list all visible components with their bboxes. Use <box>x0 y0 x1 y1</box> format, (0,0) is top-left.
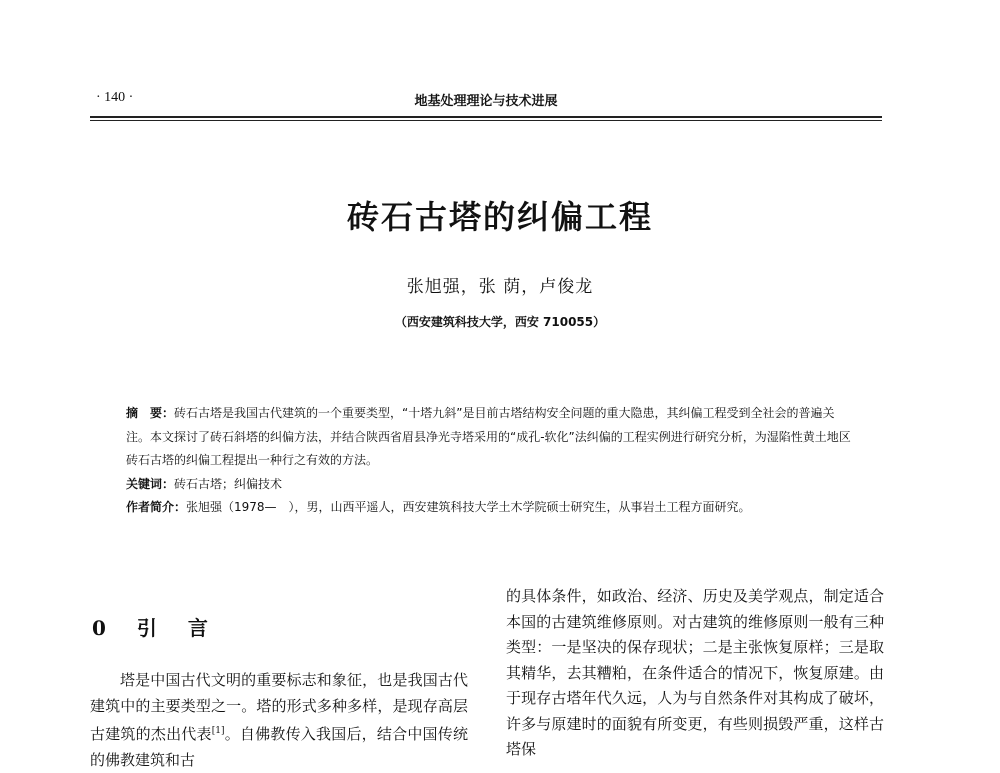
keywords-text: 砖石古塔；纠偏技术 <box>174 476 283 491</box>
body-left-text-continued: 。自佛教传入我国后，结合中国传统的佛教建筑和古 <box>90 725 468 769</box>
running-header <box>90 88 882 118</box>
body-left-text: 塔是中国古代文明的重要标志和象征，也是我国古代建筑中的主要类型之一。塔的形式多种多样，是现存高层古建筑的杰出代表 <box>90 671 468 743</box>
journal-title: 地基处理理论与技术进展 <box>414 94 558 109</box>
header-rule-thick <box>90 116 882 118</box>
abstract-block <box>126 402 856 520</box>
page-number: · 140 · <box>96 90 134 105</box>
header-rule-thin <box>90 120 882 121</box>
keywords-label: 关键词： <box>126 476 175 491</box>
body-right-text: 的具体条件，如政治、经济、历史及美学观点，制定适合本国的古建筑维修原则。对古建筑的维修原则一般有三种类型：一是坚决的保存现状；二是主张恢复原样；三是取其精华，去其糟粕，在条件适合的情况下，恢复原建。由于现存古塔年代久远，人为与自然条件对其构成了破坏，许多与原建时的面貌有所变更，有些则损毁严重，这样古塔保 <box>506 587 884 758</box>
article-title: 砖石古塔的纠偏工程 <box>346 198 653 236</box>
author-info-text: 张旭强（1978— ），男，山西平遥人，西安建筑科技大学土木学院硕士研究生，从事岩土工程方面研究。 <box>186 500 751 514</box>
abstract-paragraph <box>126 402 856 473</box>
body-right-column <box>506 584 884 763</box>
author-affiliation: （西安建筑科技大学，西安 710055） <box>394 315 606 329</box>
keywords-line <box>126 473 856 497</box>
body-left-column <box>90 668 468 773</box>
article-authors: 张旭强，张 荫，卢俊龙 <box>406 277 594 297</box>
abstract-label: 摘 要： <box>126 406 175 420</box>
author-info-label: 作者简介： <box>126 500 187 514</box>
author-info-line <box>126 496 856 520</box>
section-heading: 0 引 言 <box>92 616 220 640</box>
body-paragraph <box>90 668 468 773</box>
citation-ref: [1] <box>211 726 225 736</box>
abstract-text: 砖石古塔是我国古代建筑的一个重要类型，“十塔九斜”是目前古塔结构安全问题的重大隐患，其纠偏工程受到全社会的普遍关注。本文探讨了砖石斜塔的纠偏方法，并结合陕西省眉县净光寺塔采用的“成孔-软化”法纠偏的工程实例进行研究分析，为湿陷性黄土地区砖石古塔的纠偏工程提出一种行之有效的方法。 <box>126 406 851 467</box>
